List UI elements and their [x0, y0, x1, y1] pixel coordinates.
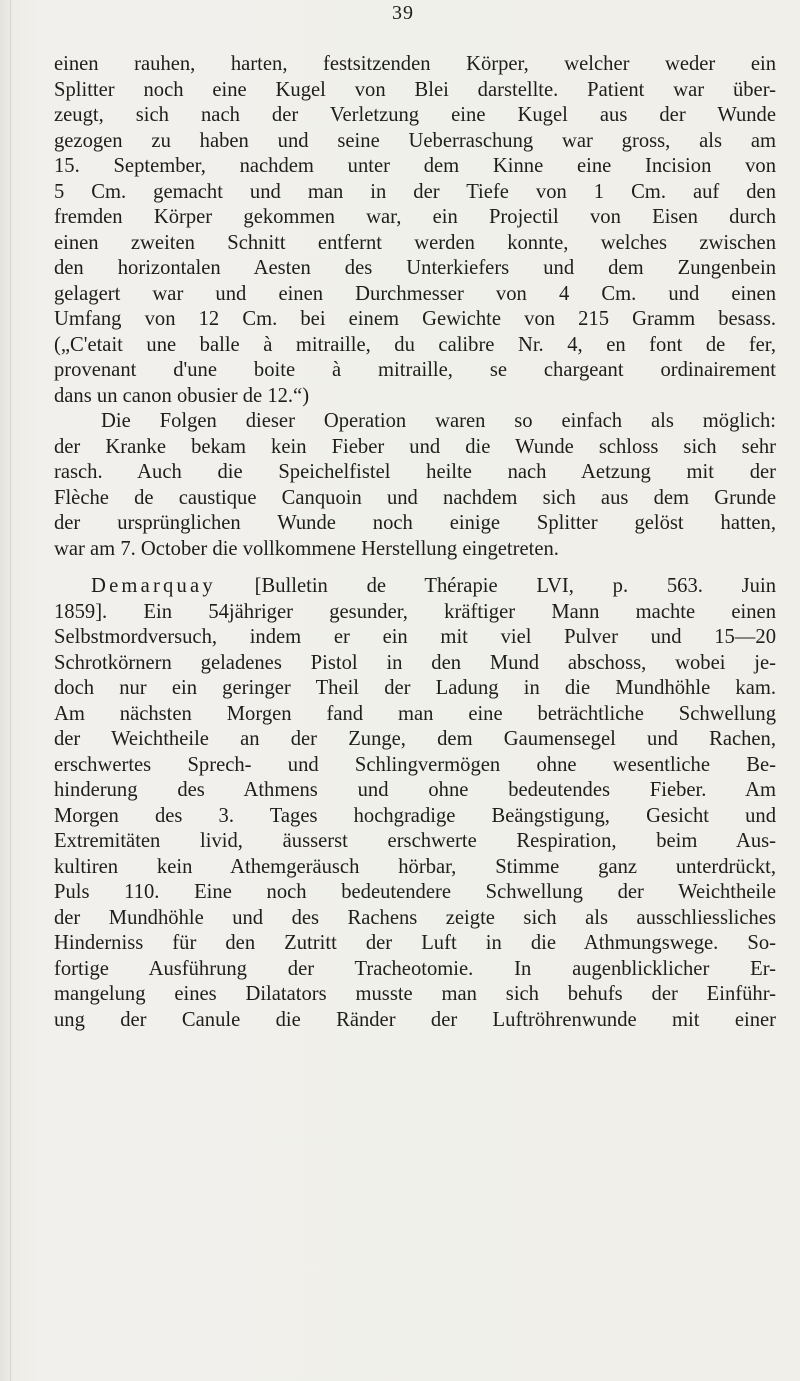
text-line: der Mundhöhle und des Rachens zeigte sich als ausschliessliches [54, 906, 776, 929]
text-line: Puls 110. Eine noch bedeutendere Schwellung der Weichtheile [54, 881, 776, 903]
text-line: Die Folgen dieser Operation waren so einfach als möglich: [101, 410, 776, 432]
text-line: dans un canon obusier de 12.“) [54, 384, 310, 407]
text-line: rasch. Auch die Speichelfistel heilte nach Aetzung mit der [54, 461, 776, 483]
text-line: der Weichtheile an der Zunge, dem Gaumensegel und Rachen, [54, 728, 776, 750]
text-line: fortige Ausführung der Tracheotomie. In augenblicklicher Er- [54, 957, 776, 980]
text-line: der ursprünglichen Wunde noch einige Splitter gelöst hatten, [54, 512, 776, 534]
text-line: Splitter noch eine Kugel von Blei darstellte. Patient war über- [54, 78, 776, 101]
paragraph-spacer [54, 562, 776, 574]
paragraph-2 [54, 409, 776, 562]
page-number: 39 [392, 2, 414, 24]
text-line: der Kranke bekam kein Fieber und die Wunde schloss sich sehr [54, 435, 776, 458]
text-line: zeugt, sich nach der Verletzung eine Kugel aus der Wunde [54, 104, 776, 126]
paragraph-3 [54, 574, 776, 1033]
text-line: Umfang von 12 Cm. bei einem Gewichte von 215 Gramm besass. [54, 308, 776, 330]
text-line: war am 7. October die vollkommene Herstellung eingetreten. [54, 537, 559, 560]
text-line: Flèche de caustique Canquoin und nachdem sich aus dem Grunde [54, 486, 776, 509]
text-line: einen rauhen, harten, festsitzenden Körper, welcher weder ein [54, 53, 776, 75]
text-line: 5 Cm. gemacht und man in der Tiefe von 1 Cm. auf den [54, 180, 776, 203]
text-line: Extremitäten livid, äusserst erschwerte Respiration, beim Aus- [54, 830, 776, 852]
text-line: mangelung eines Dilatators musste man sich behufs der Einführ- [54, 983, 776, 1005]
text-line: Selbstmordversuch, indem er ein mit viel Pulver und 15—20 [54, 626, 776, 648]
text-line: Morgen des 3. Tages hochgradige Beängstigung, Gesicht und [54, 804, 776, 827]
text-line: den horizontalen Aesten des Unterkiefers und dem Zungenbein [54, 257, 776, 279]
text-line: 1859]. Ein 54jähriger gesunder, kräftiger Mann machte einen [54, 600, 776, 623]
binding-edge [10, 0, 11, 1381]
text-line: Hinderniss für den Zutritt der Luft in die Athmungswege. So- [54, 932, 776, 954]
text-line: hinderung des Athmens und ohne bedeutendes Fieber. Am [54, 779, 776, 801]
text-line: doch nur ein geringer Theil der Ladung in die Mundhöhle kam. [54, 677, 776, 699]
text-line: gezogen zu haben und seine Ueberraschung war gross, als am [54, 129, 776, 152]
text-line: 15. September, nachdem unter dem Kinne eine Incision von [54, 155, 776, 177]
text-line: kultiren kein Athemgeräusch hörbar, Stimme ganz unterdrückt, [54, 855, 776, 878]
text-line: einen zweiten Schnitt entfernt werden konnte, welches zwischen [54, 231, 776, 254]
text-line: Schrotkörnern geladenes Pistol in den Mund abschoss, wobei je- [54, 651, 776, 674]
text-line: („C'etait une balle à mitraille, du calibre Nr. 4, en font de fer, [54, 333, 776, 356]
text-line: gelagert war und einen Durchmesser von 4 Cm. und einen [54, 282, 776, 305]
author-name: Demarquay [91, 575, 216, 597]
text-line: ung der Canule die Ränder der Luftröhrenwunde mit einer [54, 1008, 776, 1031]
citation: [Bulletin de Thérapie LVI, p. 563. Juin [254, 575, 776, 597]
text-line: erschwertes Sprech- und Schlingvermögen ohne wesentliche Be- [54, 753, 776, 776]
body-text [54, 52, 776, 1033]
paragraph-1 [54, 52, 776, 409]
text-line: provenant d'une boite à mitraille, se chargeant ordinairement [54, 359, 776, 381]
text-line: fremden Körper gekommen war, ein Projectil von Eisen durch [54, 206, 776, 228]
text-line: Am nächsten Morgen fand man eine beträchtliche Schwellung [54, 702, 776, 725]
text-line-with-author [54, 574, 776, 600]
